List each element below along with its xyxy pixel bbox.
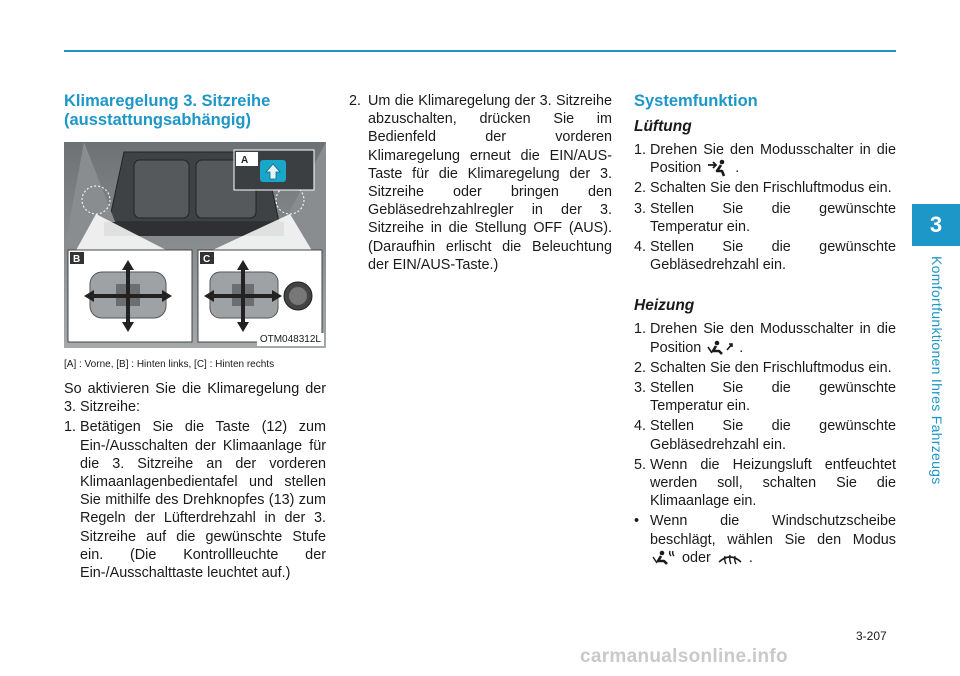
step-number: 2. [634,359,647,376]
list-item [349,92,612,274]
list-item [634,379,896,415]
step-number: 1. [634,321,647,338]
list-item [64,418,326,582]
step-text: Stellen Sie die gewünschte Temperatur ein. [650,200,896,235]
step-number: 2. [634,180,647,197]
watermark: carmanualsonline.info [580,646,788,667]
step-text: Schalten Sie den Frischluftmodus ein. [650,359,892,376]
subheading-cooling: Lüftung [634,118,692,135]
list-item [634,320,896,356]
middle-column [349,92,612,274]
chapter-title: Komfortfunktionen Ihres Fahrzeugs [929,256,945,485]
step-text-end: . [735,160,740,177]
chapter-number: 3 [929,212,943,237]
section-heading-third-row-climate: Klimaregelung 3. Sitzreihe (ausstattungsabhängig) [64,92,271,129]
step-number: 3. [634,380,647,397]
list-item [634,512,896,567]
vehicle-interior-illustration [64,142,326,348]
step-text: Um die Klimaregelung der 3. Sitzreihe abzuschalten, drücken Sie im Bedienfeld der vorderen Klimaregelung erneut die EIN/AUS-Taste für die Klimaregelung der 3. Sitzreihe oder bringen den Gebläsedrehzahlregler in der 3. Sitzreihe in die Stellung OFF (AUS). (Daraufhin erlischt die Beleuchtung der EIN/AUS-Taste.) [368,93,612,273]
step-text: Stellen Sie die gewünschte Gebläsedrehzahl ein. [650,239,896,274]
right-column [634,92,896,567]
step-text: Stellen Sie die gewünschte Temperatur ein. [650,380,896,415]
list-item [634,359,896,377]
chapter-number-tab [912,204,960,246]
list-item [634,417,896,453]
step-text-or: oder [682,549,711,566]
step-text-end: . [748,549,753,566]
figure-caption: [A] : Vorne, [B] : Hinten links, [C] : Hinten rechts [64,359,275,370]
heating-steps [634,320,896,567]
left-column [64,92,326,582]
step-number: 4. [634,418,647,435]
step-text: Schalten Sie den Frischluftmodus ein. [650,180,892,197]
step-text: Betätigen Sie die Taste (12) zum Ein-/Ausschalten der Klimaanlage für die 3. Sitzreihe an der vorderen Klimaanlagenbedientafel und stellen Sie mithilfe des Drehknopfes (13) zum Regeln der Lüfterdrehzahl in der 3. Sitzreihe auf die gewünschte Stufe ein. (Die Kontrollleuchte der Ein-/Ausschalttaste leuchtet auf.) [80,419,326,582]
list-item [634,179,896,197]
list-item [634,141,896,177]
figure-label-b: B [73,254,81,265]
step-text-end: . [739,339,744,356]
section-heading-system-function: Systemfunktion [634,92,758,110]
step-text: Stellen Sie die gewünschte Gebläsedrehzahl ein. [650,418,896,453]
step-text: Wenn die Heizungsluft entfeuchtet werden soll, schalten Sie die Klimaanlage ein. [650,456,896,510]
step-number: 4. [634,239,647,256]
step-number: 1. [634,142,647,158]
face-vent-mode-icon [707,159,729,177]
figure-label-a: A [241,155,249,166]
middle-steps [349,92,612,274]
subheading-heating: Heizung [634,297,695,315]
step-number: 3. [634,200,647,217]
list-item [634,200,896,236]
step-text: Drehen Sie den Modusschalter in die Position [650,142,896,177]
step-number: 5. [634,456,647,473]
cooling-steps [634,141,896,274]
step-text: Drehen Sie den Modusschalter in die Position [650,321,896,356]
list-item [634,456,896,511]
step-text: Wenn die Windschutzscheibe beschlägt, wählen Sie den Modus [650,513,896,548]
intro-paragraph: So aktivieren Sie die Klimaregelung der 3. Sitzreihe: [64,381,326,416]
header-rule [64,50,896,52]
bullet: • [634,513,640,530]
figure-label-c: C [203,254,211,265]
left-steps [64,418,326,582]
defrost-mode-icon [717,550,743,566]
page-number: 3-207 [856,629,887,643]
third-row-climate-figure [64,142,326,348]
step-number: 1. [64,419,77,436]
figure-code: OTM048312L [257,333,324,346]
step-number: 2. [349,93,362,109]
floor-defrost-mode-icon [652,550,676,566]
list-item [634,238,896,274]
floor-mode-icon [707,340,733,356]
